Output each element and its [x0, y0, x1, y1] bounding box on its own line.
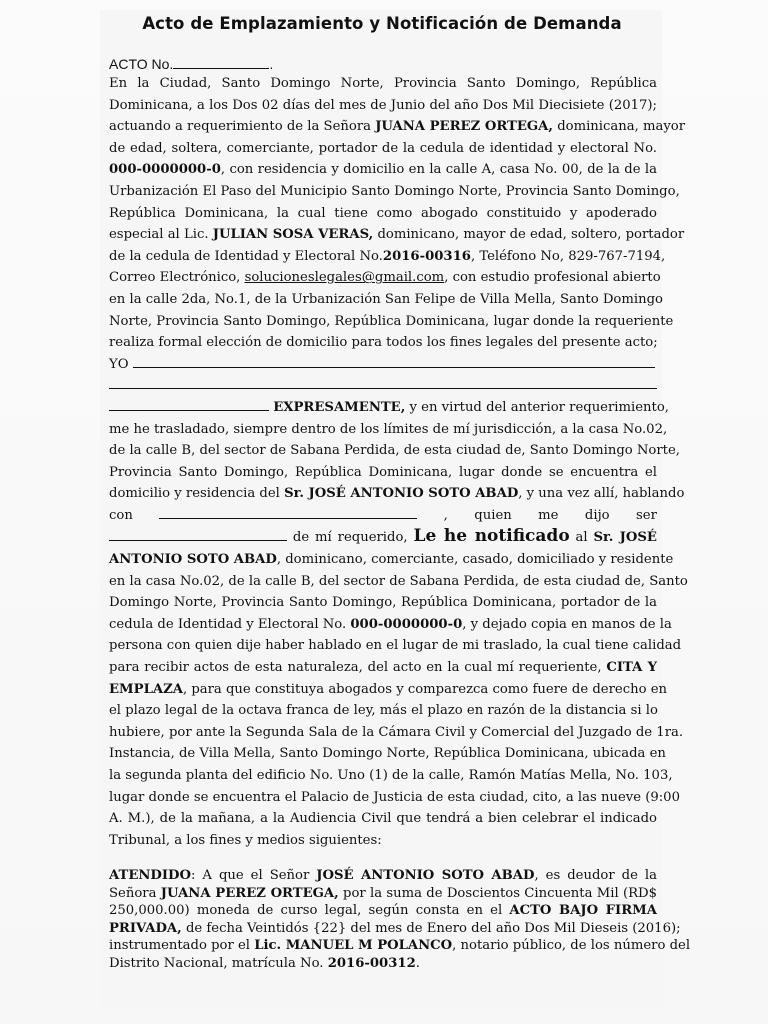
text-run: , es deudor de la: [534, 868, 657, 883]
bold-run: EXPRESAMENTE,: [273, 399, 406, 415]
para2-line: [109, 505, 657, 527]
acto-number-blank: [173, 56, 269, 69]
text-run: , dominicano, comerciante, casado, domiciliado y residente: [276, 552, 674, 568]
bold-run: Lic. MANUEL M POLANCO: [254, 938, 453, 954]
text-run: cedula de Identidad y Electoral No.: [109, 616, 351, 632]
text-run: lugar donde se encuentra el Palacio de Justicia de esta ciudad, cito, a las nueve (9:00: [109, 789, 680, 805]
text-run: Instancia, de Villa Mella, Santo Domingo Norte, República Dominicana, ubicada en: [109, 746, 666, 762]
atendido-line: [109, 867, 657, 885]
para1-line: [109, 73, 657, 95]
blank-line: [109, 375, 657, 397]
bold-run: Sr. JOSÉ ANTONIO SOTO ABAD: [284, 486, 519, 502]
bold-run: JUANA PEREZ ORTEGA,: [160, 885, 339, 901]
text-run: , Teléfono No, 829-767-7194,: [470, 248, 666, 264]
para2-line: [109, 526, 657, 549]
para2-line: [109, 549, 674, 571]
bold-run: ACTO BAJO FIRMA: [509, 903, 657, 919]
text-run: Dominicana, a los Dos 02 días del mes de Junio del año Dos Mil Diecisiete (2017);: [109, 97, 657, 113]
para1-line: [109, 332, 657, 354]
text-run: al: [569, 530, 594, 546]
text-run: con: [109, 507, 133, 523]
text-run: : A que el Señor: [190, 868, 317, 883]
text-run: dijo: [584, 507, 610, 523]
para2-line: [109, 462, 657, 484]
para1-line: [109, 159, 657, 181]
para1-line: [109, 311, 674, 333]
bold-run: PRIVADA,: [109, 920, 182, 936]
bold-run: CITA Y: [606, 660, 657, 676]
text-run: , y dejado copia en manos de la: [462, 616, 672, 632]
text-run: dominicana, mayor: [553, 119, 686, 135]
text-run: Distrito Nacional, matrícula No.: [109, 955, 328, 971]
text-run: de mí requerido,: [287, 530, 414, 546]
text-run: realiza formal elección de domicilio para todos los fines legales del presente acto;: [109, 335, 658, 351]
para2-line: [109, 440, 680, 462]
text-run: Provincia Santo Domingo, República Dominicana, lugar donde se encuentra el: [109, 464, 657, 480]
text-run: domicilio y residencia del: [109, 486, 285, 502]
text-run: Tribunal, a los fines y medios siguientes:: [109, 832, 382, 848]
para2-line: [109, 397, 669, 419]
para1-line: [109, 116, 686, 138]
para2-line: [109, 700, 657, 722]
bold-run: 000-0000000-0: [109, 162, 221, 178]
bold-run: EMPLAZA: [109, 681, 183, 697]
para1-line: [109, 138, 657, 160]
para1-line: [109, 289, 663, 311]
atendido-line: [109, 937, 691, 955]
text-run: Señora: [109, 885, 161, 901]
fill-in-blank: [109, 398, 269, 411]
para2-line: [109, 571, 688, 593]
para1-line: [109, 95, 657, 117]
paragraph-atendido: [109, 867, 691, 973]
text-run: Domingo Norte, Provincia Santo Domingo, República Dominicana, portador de la: [109, 595, 657, 611]
text-run: actuando a requerimiento de la Señora: [109, 119, 376, 135]
yo-line: [109, 354, 657, 376]
bold-run: ATENDIDO: [109, 868, 191, 883]
bold-run: 2016-00312: [327, 955, 416, 971]
text-run: , para que constituya abogados y comparezca como fuere de derecho en: [182, 681, 668, 697]
text-run: , y una vez allí, hablando: [518, 486, 685, 502]
atendido-line: [109, 920, 681, 938]
para2-line: [109, 787, 680, 809]
text-run: 250,000.00) moneda de curso legal, según consta en el: [109, 903, 510, 919]
text-run: instrumentado por el: [109, 938, 255, 954]
paragraph-intro: [109, 73, 686, 354]
para1-line: [109, 203, 657, 225]
bold-run: ANTONIO SOTO ABAD: [109, 552, 277, 568]
atendido-line: [109, 885, 657, 903]
para2-line: [109, 419, 668, 441]
text-run: , con residencia y domicilio en la calle A, casa No. 00, de la de la: [220, 162, 657, 178]
text-run: En la Ciudad, Santo Domingo Norte, Provincia Santo Domingo, República: [109, 76, 657, 91]
text-run: ,: [443, 507, 448, 523]
atendido-line: [109, 955, 657, 973]
para2-line: [109, 765, 673, 787]
text-run: de la calle B, del sector de Sabana Perdida, de esta ciudad de, Santo Domingo Norte,: [109, 443, 680, 459]
text-run: quien: [474, 507, 512, 523]
bold-run: JULIAN SOSA VERAS,: [212, 227, 374, 243]
text-run: me: [538, 507, 559, 523]
bold-run: Sr. JOSÉ: [593, 530, 657, 546]
text-run: de fecha Veintidós {22} del mes de Enero del año Dos Mil Dieseis (2016);: [181, 920, 681, 936]
para2-line: [109, 743, 666, 765]
para1-line: [109, 246, 666, 268]
emphasis-run: Le he notificado: [413, 526, 570, 547]
document-body: [109, 73, 688, 851]
para2-line: [109, 808, 657, 830]
text-run: Urbanización El Paso del Municipio Santo Domingo Norte, Provincia Santo Domingo,: [109, 183, 680, 199]
text-run: Norte, Provincia Santo Domingo, República Dominicana, lugar donde la requeriente: [109, 313, 674, 329]
para2-line: [109, 830, 657, 852]
text-run: por la suma de Doscientos Cincuenta Mil (RD$: [338, 885, 657, 901]
para2-line: [109, 483, 685, 505]
text-run: A. M.), de la mañana, a la Audiencia Civil que tendrá a bien celebrar el indicado: [109, 811, 657, 827]
text-run: , notario público, de los número del: [452, 938, 691, 954]
text-run: dominicano, mayor de edad, soltero, portador: [373, 227, 685, 243]
acto-dot: .: [269, 56, 274, 72]
para2-line: [109, 592, 657, 614]
document-title: Acto de Emplazamiento y Notificación de Demanda: [142, 14, 622, 33]
yo-label: YO: [109, 356, 129, 372]
bold-run: 000-0000000-0: [350, 616, 463, 632]
fill-in-blank: [159, 506, 417, 519]
text-run: Correo Electrónico,: [109, 270, 245, 286]
text-run: especial al Lic.: [109, 227, 213, 243]
para2-line: [109, 722, 684, 744]
bold-run: JUANA PEREZ ORTEGA,: [375, 119, 553, 135]
text-run: de la cedula de Identidad y Electoral No.: [109, 248, 383, 264]
text-run: República Dominicana, la cual tiene como abogado constituido y apoderado: [109, 205, 657, 221]
acto-label: ACTO No.: [109, 56, 174, 72]
text-run: para recibir actos de esta naturaleza, del acto en la cual mí requeriente,: [109, 660, 607, 676]
text-run: .: [415, 955, 420, 971]
fill-in-blank: [109, 528, 287, 541]
text-run: en la casa No.02, de la calle B, del sector de Sabana Perdida, de esta ciudad de, Santo: [109, 573, 688, 589]
email-link: solucioneslegales@gmail.com: [244, 270, 445, 286]
para2-line: [109, 679, 668, 701]
para2-line: [109, 635, 682, 657]
text-run: me he trasladado, siempre dentro de los límites de mí jurisdicción, a la casa No.02,: [109, 421, 668, 437]
text-run: persona con quien dije haber hablado en el lugar de mi traslado, la cual tiene calidad: [109, 638, 682, 654]
paragraph-traslado: [109, 397, 688, 851]
para1-line: [109, 224, 685, 246]
atendido-line: [109, 902, 657, 920]
acto-number-line: [109, 56, 273, 72]
text-run: el plazo legal de la octava franca de ley, más el plazo en razón de la distancia si lo: [109, 703, 658, 719]
para1-line: [109, 267, 661, 289]
para2-line: [109, 614, 672, 636]
text-run: de edad, soltera, comerciante, portador de la cedula de identidad y electoral No.: [109, 140, 657, 156]
text-run: y en virtud del anterior requerimiento,: [405, 399, 669, 415]
text-run: , con estudio profesional abierto: [444, 270, 661, 286]
yo-blank: [133, 355, 655, 368]
para1-line: [109, 181, 680, 203]
full-blank: [109, 376, 657, 389]
text-run: la segunda planta del edificio No. Uno (1) de la calle, Ramón Matías Mella, No. 103,: [109, 768, 673, 783]
para2-line: [109, 657, 657, 679]
text-run: hubiere, por ante la Segunda Sala de la Cámara Civil y Comercial del Juzgado de 1ra.: [109, 724, 684, 740]
text-run: en la calle 2da, No.1, de la Urbanización San Felipe de Villa Mella, Santo Domingo: [109, 291, 663, 307]
text-run: ser: [636, 507, 657, 523]
bold-run: JOSÉ ANTONIO SOTO ABAD: [316, 868, 535, 883]
bold-run: 2016-00316: [382, 248, 471, 264]
